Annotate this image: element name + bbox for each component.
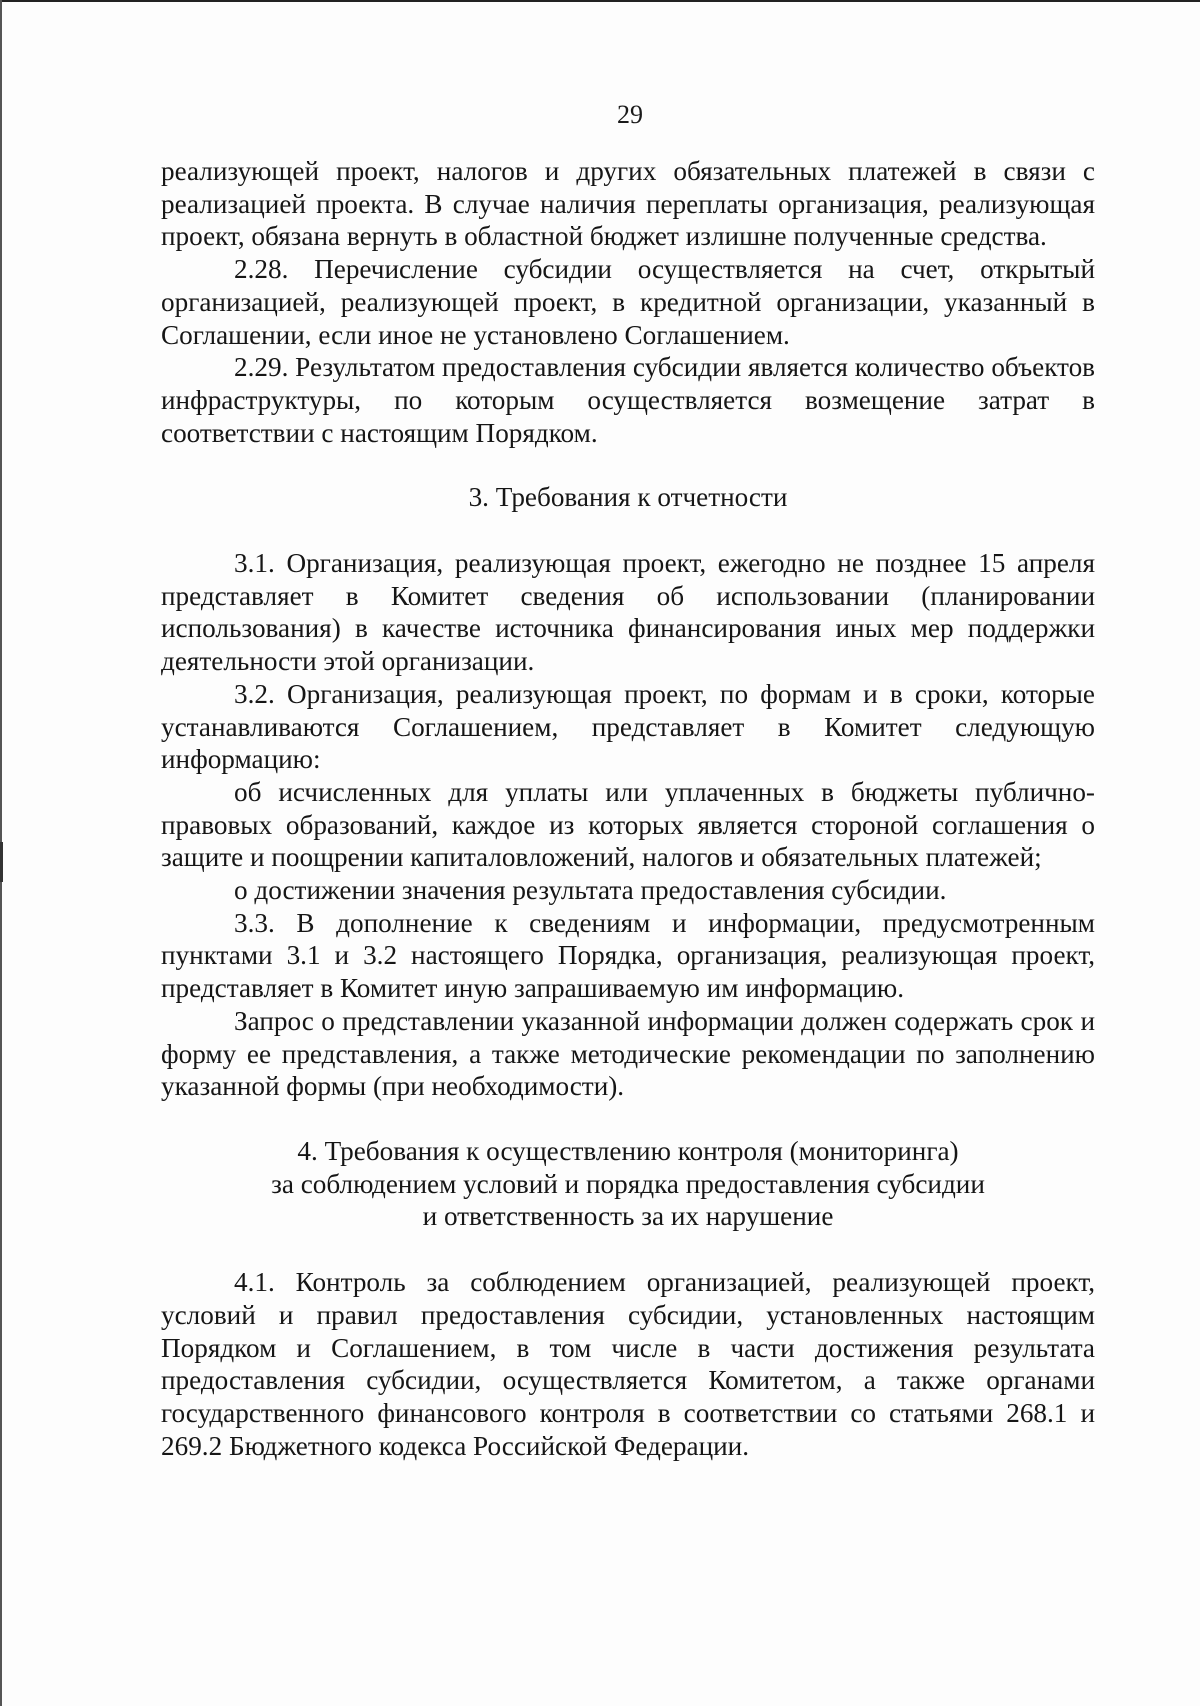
list-item-result: о достижении значения результата предоставления субсидии. — [234, 875, 947, 906]
document-body — [161, 155, 1095, 1462]
margin-mark — [0, 842, 3, 882]
paragraph-3-3: 3.3. В дополнение к сведениям и информации, предусмотренным пунктами 3.1 и 3.2 настоящего Порядка, организация, реализующая проект, представляет в Комитет иную запрашиваемую им информацию. — [161, 907, 1095, 1004]
section-4-heading-line-3: и ответственность за их нарушение — [422, 1201, 834, 1232]
paragraph-3-1: 3.1. Организация, реализующая проект, ежегодно не позднее 15 апреля представляет в Комитет сведения об использовании (планировании использования) в качестве источника финансирования иных мер поддержки деятельности этой организации. — [161, 548, 1095, 677]
page-number: 29 — [617, 100, 643, 129]
scan-edge-top — [0, 0, 1200, 2]
paragraph-2-28: 2.28. Перечисление субсидии осуществляется на счет, открытый организацией, реализующей проект, в кредитной организации, указанный в Соглашении, если иное не установлено Соглашением. — [161, 254, 1095, 350]
paragraph-4-1: 4.1. Контроль за соблюдением организацией, реализующей проект, условий и правил предоставления субсидии, установленных настоящим Порядком и Соглашением, в том числе в части достижения результата предоставления субсидии, осуществляется Комитетом, а также органами государственного финансового контроля в соответствии со статьями 268.1 и 269.2 Бюджетного кодекса Российской Федерации. — [161, 1267, 1095, 1461]
section-4-heading-line-2: за соблюдением условий и порядка предоставления субсидии — [271, 1168, 985, 1199]
paragraph-request: Запрос о представлении указанной информации должен содержать срок и форму ее представления, а также методические рекомендации по заполнению указанной формы (при необходимости). — [161, 1005, 1095, 1102]
section-4-heading-line-1: 4. Требования к осуществлению контроля (мониторинга) — [297, 1135, 959, 1166]
list-item-taxes: об исчисленных для уплаты или уплаченных в бюджеты публично-правовых образований, каждое из которых является стороной соглашения о защите и поощрении капиталовложений, налогов и обязательных платежей; — [161, 776, 1095, 873]
paragraph-continuation: реализующей проект, налогов и других обязательных платежей в связи с реализацией проекта. В случае наличия переплаты организация, реализующая проект, обязана вернуть в областной бюджет излишне полученные средства. — [161, 156, 1095, 252]
paragraph-3-2: 3.2. Организация, реализующая проект, по формам и в сроки, которые устанавливаются Соглашением, представляет в Комитет следующую информацию: — [161, 678, 1095, 775]
paragraph-2-29: 2.29. Результатом предоставления субсидии является количество объектов инфраструктуры, по которым осуществляется возмещение затрат в соответствии с настоящим Порядком. — [161, 352, 1095, 448]
section-3-heading: 3. Требования к отчетности — [468, 482, 788, 513]
